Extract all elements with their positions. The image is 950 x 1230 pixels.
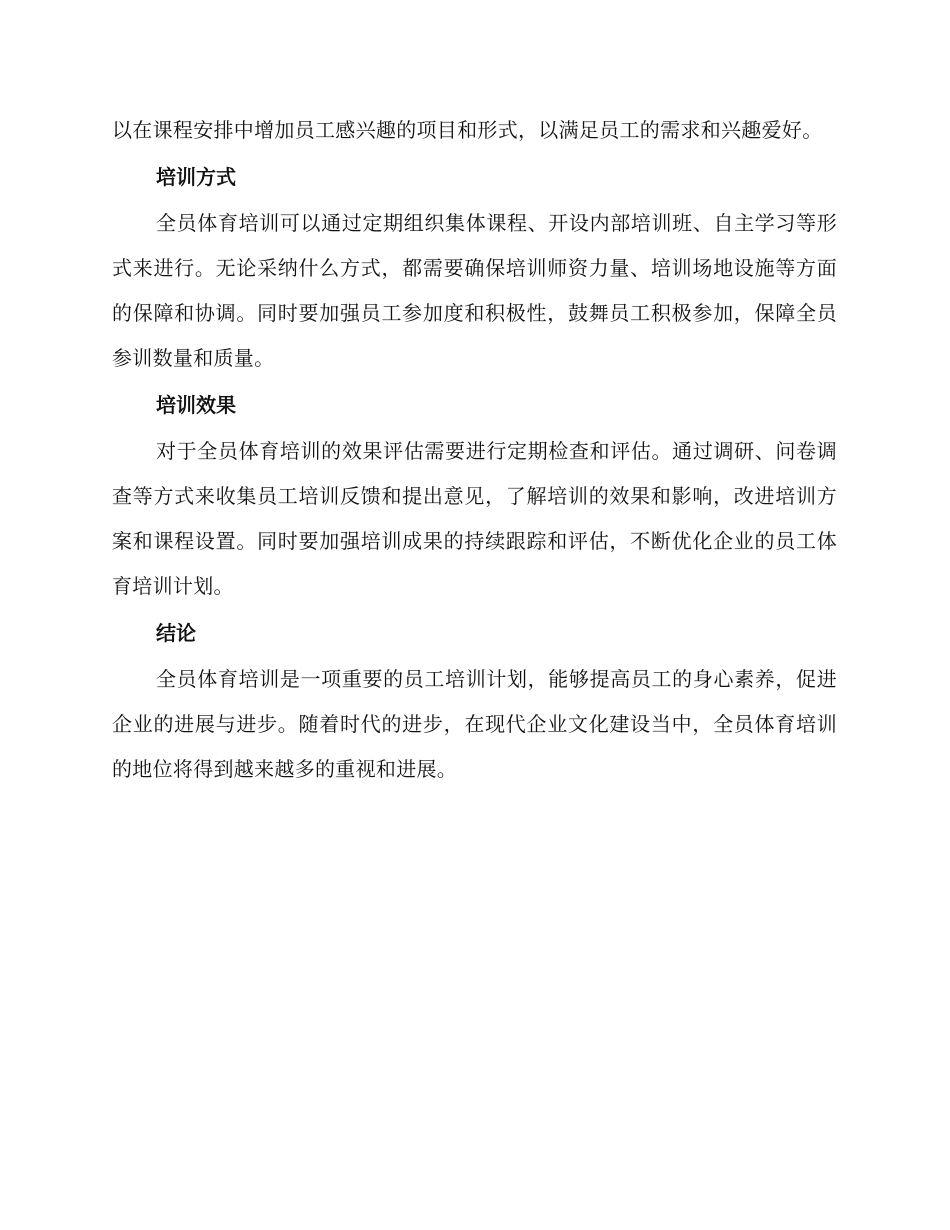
- continuation-paragraph: 以在课程安排中增加员工感兴趣的项目和形式，以满足员工的需求和兴趣爱好。: [112, 118, 823, 142]
- section-heading-training-effect: 培训效果: [156, 393, 236, 417]
- section-paragraph-training-method: 全员体育培训可以通过定期组织集体课程、开设内部培训班、自主学习等形式来进行。无论采纳什么方式，都需要确保培训师资力量、培训场地设施等方面的保障和协调。同时要加强员工参加度和积极性，鼓舞员工积极参加，保障全员参训数量和质量。: [112, 211, 837, 370]
- document-page: [112, 108, 837, 792]
- section-heading-conclusion: 结论: [156, 621, 196, 645]
- section-paragraph-conclusion: 全员体育培训是一项重要的员工培训计划，能够提高员工的身心素养，促进企业的进展与进步。随着时代的进步，在现代企业文化建设当中，全员体育培训的地位将得到越来越多的重视和进展。: [112, 667, 837, 781]
- section-heading-training-method: 培训方式: [156, 165, 236, 189]
- section-paragraph-training-effect: 对于全员体育培训的效果评估需要进行定期检查和评估。通过调研、问卷调查等方式来收集员工培训反馈和提出意见，了解培训的效果和影响，改进培训方案和课程设置。同时要加强培训成果的持续跟踪和评估，不断优化企业的员工体育培训计划。: [112, 439, 837, 598]
